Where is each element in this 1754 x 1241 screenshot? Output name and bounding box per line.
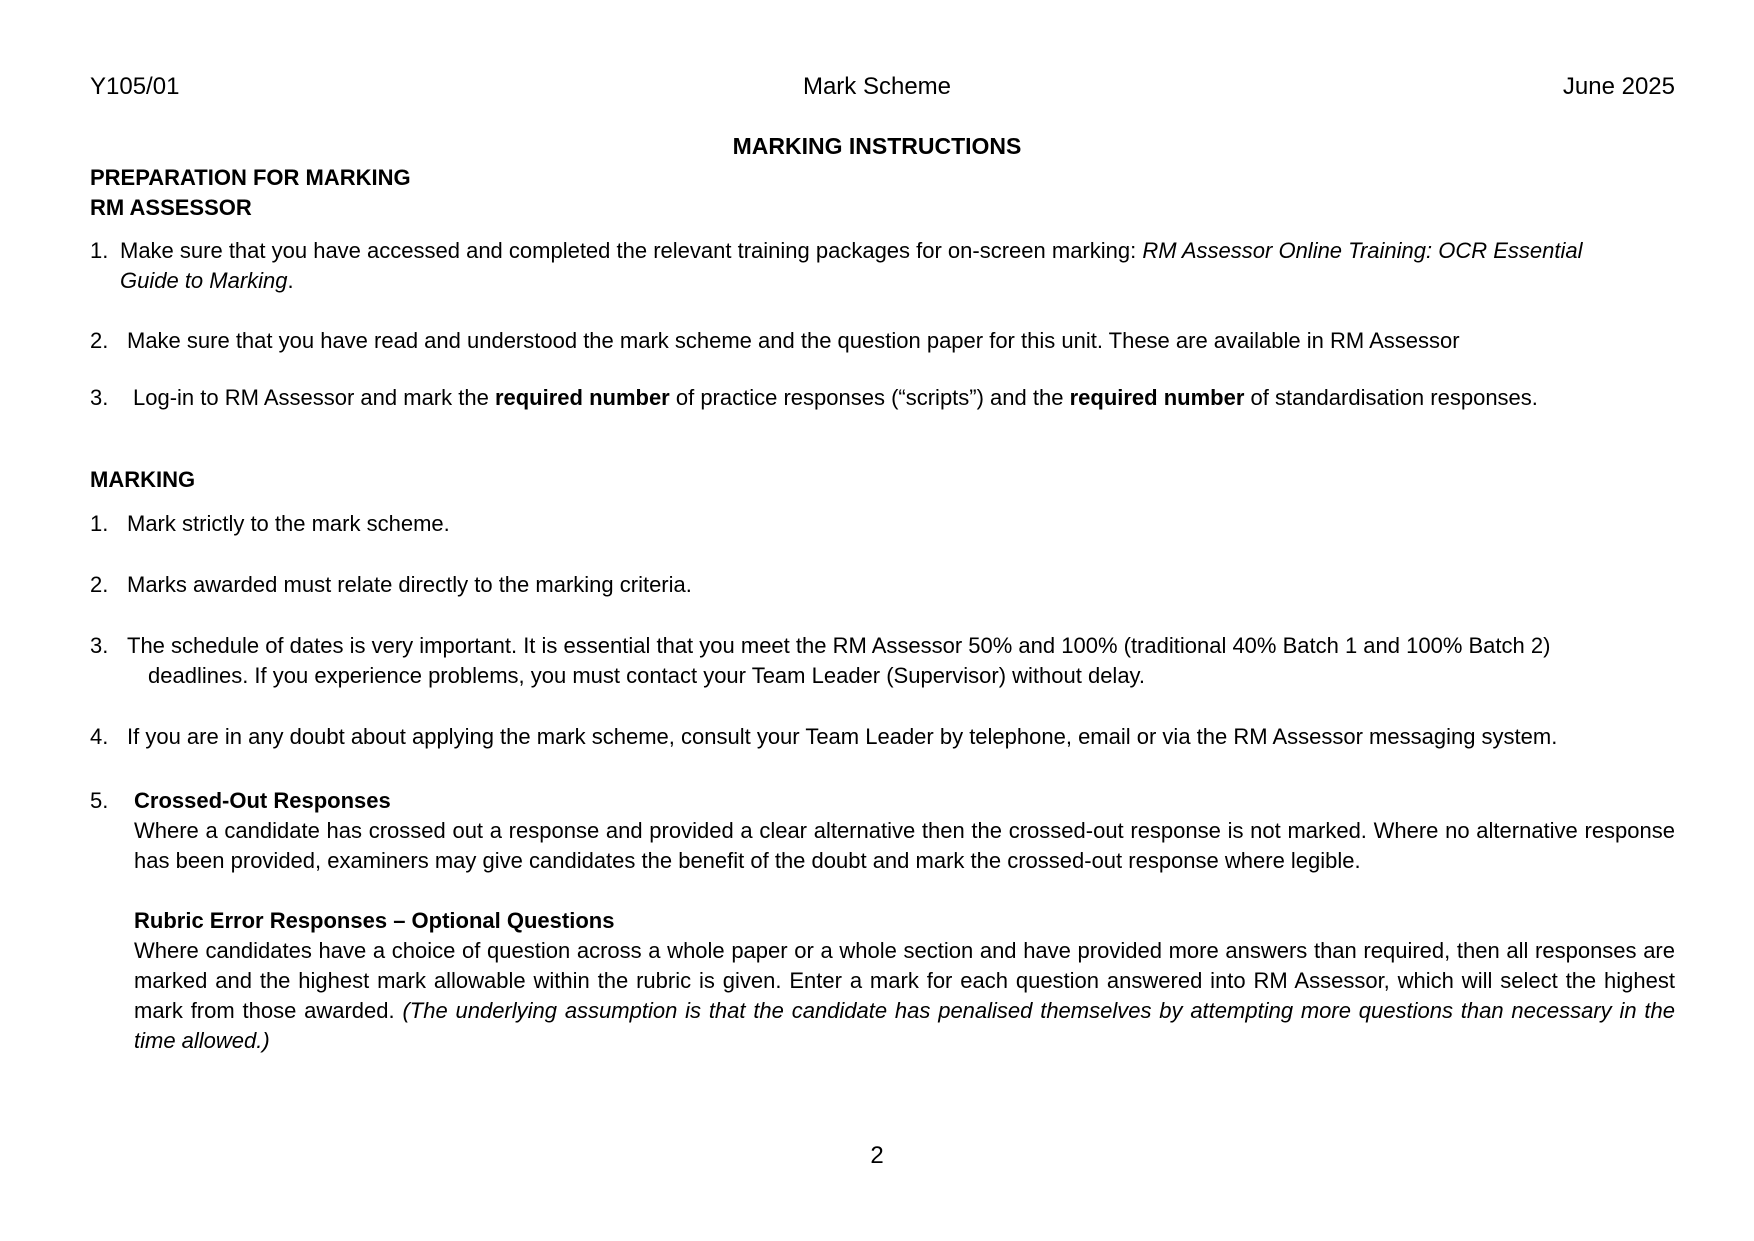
prep-item-3 (90, 383, 1675, 413)
header-doc-type: Mark Scheme (802, 73, 952, 100)
page-title: MARKING INSTRUCTIONS (732, 133, 1022, 159)
item-text: of practice responses (“scripts”) and the (669, 385, 1070, 410)
item-italic-text: RM Assessor Online Training: OCR Essential (1142, 238, 1583, 263)
item-text: If you are in any doubt about applying the mark scheme, consult your Team Leader by telephone, email or via the RM Assessor messaging system. (127, 724, 1558, 749)
list-number: 5. (90, 788, 109, 813)
list-number: 4. (90, 724, 109, 749)
header-paper-code: Y105/01 (90, 73, 180, 100)
item-italic-text: (The underlying assumption is that the candidate has penalised themselves by attempting more questions than necessary in the time allowed.) (134, 998, 1675, 1053)
item-text: Marks awarded must relate directly to the marking criteria. (127, 572, 692, 597)
item-text: Where candidates have a choice of question across a whole paper or a whole section and have provided more answers than required, then all responses are marked and the highest mark allowable within the rubric is given. Enter a mark for each question answered into RM Assessor, which will select the highest mark from those awarded. (134, 938, 1675, 1023)
item-text: Make sure that you have accessed and completed the relevant training packages for on-screen marking: (120, 238, 1143, 263)
marking-item-5 (90, 786, 1675, 1056)
page-number: 2 (870, 1142, 884, 1169)
item-text: Make sure that you have read and understood the mark scheme and the question paper for this unit. These are available in RM Assessor (127, 328, 1460, 353)
prep-item-1 (90, 236, 1675, 296)
header-date: June 2025 (1562, 73, 1675, 100)
item-bold-text: required number (494, 385, 670, 410)
item-bold-text: required number (1069, 385, 1245, 410)
list-number: 2. (90, 328, 109, 353)
list-number: 1. (90, 511, 109, 536)
list-number: 3. (90, 385, 109, 410)
item-text: deadlines. If you experience problems, you must contact your Team Leader (Supervisor) without delay. (148, 663, 1146, 688)
item-text: The schedule of dates is very important. It is essential that you meet the RM Assessor 50% and 100% (traditional 40% Batch 1 and 100% Batch 2) (127, 633, 1551, 658)
marking-heading: MARKING (90, 467, 196, 492)
list-number: 3. (90, 633, 109, 658)
item-text: Mark strictly to the mark scheme. (127, 511, 450, 536)
item-italic-text: Guide to Marking (120, 268, 288, 293)
item-text: . (287, 268, 294, 293)
prep-heading: PREPARATION FOR MARKING (90, 165, 411, 190)
marking-item-1 (90, 509, 1675, 539)
crossed-out-text: Where a candidate has crossed out a response and provided a clear alternative then the crossed-out response is not marked. Where no alternative response has been provided, examiners may give candidates the benefit of the doubt and mark the crossed-out response where legible. (134, 818, 1675, 873)
item-text: of standardisation responses. (1244, 385, 1538, 410)
marking-item-2 (90, 570, 1675, 600)
marking-item-3 (90, 631, 1675, 691)
rubric-error-text (134, 936, 1675, 1056)
marking-item-4 (90, 722, 1675, 752)
item-text: Log-in to RM Assessor and mark the (133, 385, 495, 410)
prep-item-2 (90, 326, 1675, 356)
crossed-out-heading: Crossed-Out Responses (134, 788, 391, 813)
rubric-error-heading: Rubric Error Responses – Optional Questions (134, 908, 615, 933)
prep-subheading: RM ASSESSOR (90, 195, 252, 220)
list-number: 1. (90, 238, 109, 263)
list-number: 2. (90, 572, 109, 597)
